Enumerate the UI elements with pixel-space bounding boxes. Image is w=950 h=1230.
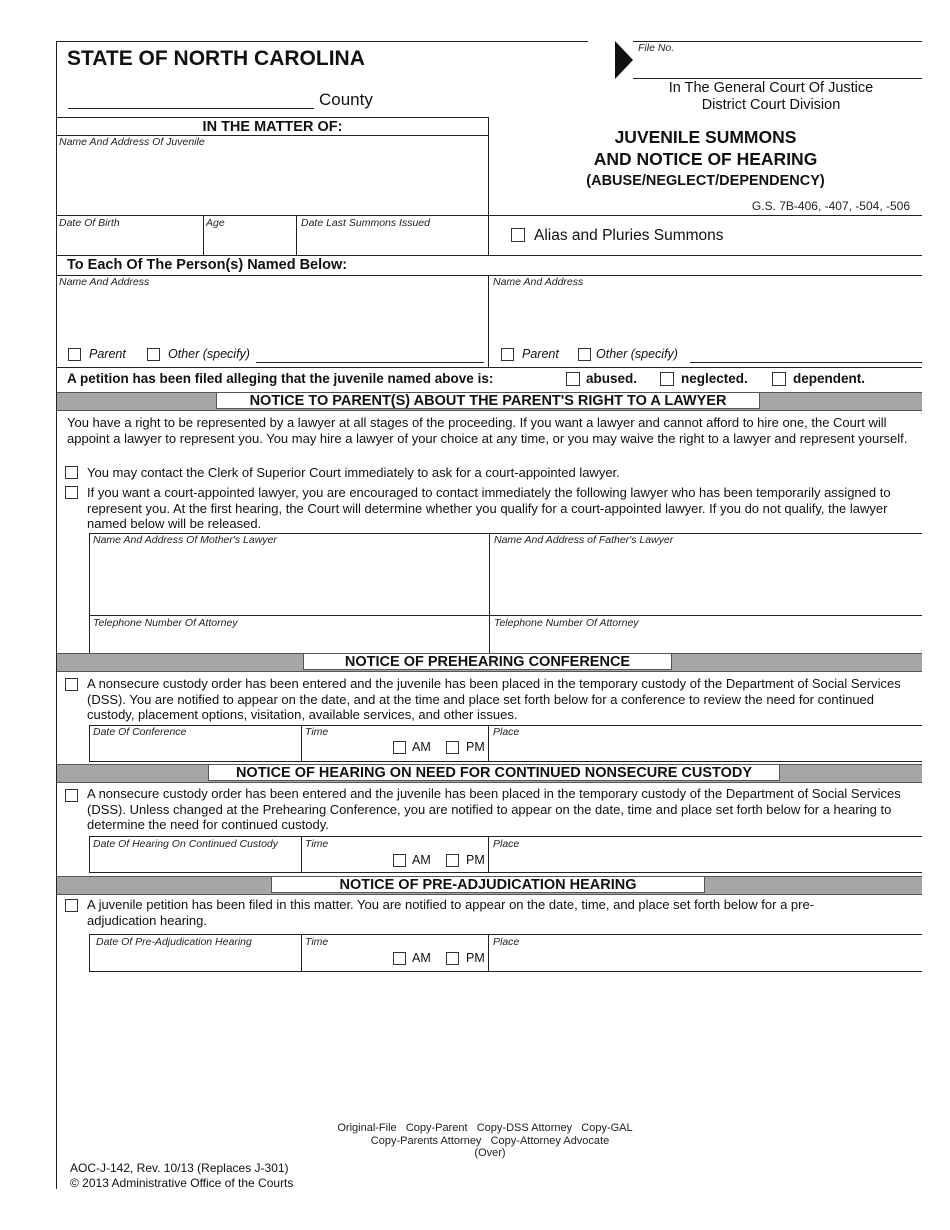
clerk-contact-checkbox[interactable] — [65, 466, 78, 479]
file-no-arrow-icon — [615, 41, 633, 79]
preadj-band — [57, 876, 922, 895]
conference-pm-label: PM — [466, 740, 485, 754]
person1-name-field[interactable] — [57, 290, 487, 340]
copyright: © 2013 Administrative Office of the Courts — [70, 1176, 294, 1190]
conference-am-label: AM — [412, 740, 431, 754]
prehearing-box-div2 — [488, 725, 489, 761]
preadj-title: NOTICE OF PRE-ADJUDICATION HEARING — [271, 876, 705, 893]
form-title-3: (ABUSE/NEGLECT/DEPENDENCY) — [586, 173, 825, 189]
conference-am-checkbox[interactable] — [393, 741, 406, 754]
state-title: STATE OF NORTH CAROLINA — [67, 47, 365, 70]
custody-box-div1 — [301, 836, 302, 872]
custody-place-label: Place — [493, 838, 520, 850]
conference-place-label: Place — [493, 726, 520, 738]
dependent-label: dependent. — [793, 371, 866, 386]
abused-checkbox[interactable] — [566, 372, 580, 386]
father-lawyer-phone-label: Telephone Number Of Attorney — [494, 617, 639, 629]
prehearing-checkbox[interactable] — [65, 678, 78, 691]
preadj-box-top — [89, 934, 922, 935]
county-label: County — [319, 90, 373, 109]
form-title-2: AND NOTICE OF HEARING — [593, 149, 818, 169]
preadj-time-label: Time — [305, 936, 329, 948]
matter-heading: IN THE MATTER OF: — [202, 119, 343, 135]
father-lawyer-field[interactable] — [491, 548, 921, 614]
file-no-rule-top — [633, 41, 922, 42]
custody-pm-label: PM — [466, 853, 485, 867]
juvenile-name-address-label: Name And Address Of Juvenile — [59, 136, 205, 148]
petition-text: A petition has been filed alleging that the juvenile named above is: — [67, 371, 494, 386]
dependent-checkbox[interactable] — [772, 372, 786, 386]
dob-label: Date Of Birth — [59, 217, 120, 229]
age-divider — [296, 215, 297, 255]
distribution-line-1: Original-File Copy-Parent Copy-DSS Attorney Copy-GAL — [337, 1122, 633, 1134]
custody-pm-checkbox[interactable] — [446, 854, 459, 867]
conference-date-label: Date Of Conference — [93, 726, 187, 738]
custody-box-bottom — [89, 872, 922, 873]
abused-label: abused. — [586, 371, 638, 386]
alias-checkbox[interactable] — [511, 228, 525, 242]
county-field[interactable] — [68, 108, 314, 109]
preadj-am-checkbox[interactable] — [393, 952, 406, 965]
custody-text: A nonsecure custody order has been entered and the juvenile has been placed in the temporary custody of the Department of Social Services (DSS). Unless changed at the Prehearing Conference, you are notified to appear on the date, time and place set forth below for a hearing to determine the need for continued custody. — [87, 786, 901, 832]
mother-lawyer-phone-label: Telephone Number Of Attorney — [93, 617, 238, 629]
person2-parent-label: Parent — [522, 347, 559, 361]
person1-parent-checkbox[interactable] — [68, 348, 81, 361]
person1-other-field[interactable] — [256, 362, 484, 363]
lawyer-phone-rule — [89, 615, 922, 616]
preadj-box-bottom — [89, 971, 922, 972]
preadj-box-left — [89, 934, 90, 971]
mother-lawyer-phone-field[interactable] — [90, 631, 488, 651]
prehearing-text: A nonsecure custody order has been entered and the juvenile has been placed in the temporary custody of the Department of Social Services (DSS). You are notified to appear on the date, and at the time and place set forth below for a conference to review the need for continued custody, placement options, visitation, available services, and other issues. — [87, 676, 901, 722]
preadj-text: A juvenile petition has been filed in this matter. You are notified to appear on the date, time, and place set forth below for a pre-adjudication hearing. — [87, 897, 815, 928]
preadj-box-div2 — [488, 934, 489, 971]
conference-time-label: Time — [305, 726, 329, 738]
person1-other-label: Other (specify) — [168, 347, 250, 361]
custody-title: NOTICE OF HEARING ON NEED FOR CONTINUED NONSECURE CUSTODY — [208, 764, 780, 781]
neglected-label: neglected. — [681, 371, 748, 386]
dob-row-rule — [57, 215, 922, 216]
persons-top-rule — [56, 255, 922, 256]
person1-parent-label: Parent — [89, 347, 126, 361]
prehearing-band — [57, 653, 922, 672]
custody-date-label: Date Of Hearing On Continued Custody — [93, 838, 279, 850]
person2-name-label: Name And Address — [493, 276, 584, 288]
alias-label: Alias and Pluries Summons — [534, 227, 724, 244]
prehearing-box-div1 — [301, 725, 302, 761]
neglected-checkbox[interactable] — [660, 372, 674, 386]
custody-checkbox[interactable] — [65, 789, 78, 802]
persons-heading: To Each Of The Person(s) Named Below: — [67, 257, 348, 273]
custody-box-top — [89, 836, 922, 837]
lawyer-box-divider — [489, 533, 490, 653]
statute-reference: G.S. 7B-406, -407, -504, -506 — [751, 199, 910, 213]
form-number: AOC-J-142, Rev. 10/13 (Replaces J-301) — [70, 1161, 289, 1175]
persons-heading-rule — [57, 275, 922, 276]
father-lawyer-label: Name And Address of Father's Lawyer — [494, 534, 674, 546]
age-label: Age — [206, 217, 225, 229]
assigned-lawyer-checkbox[interactable] — [65, 486, 78, 499]
lawyer-notice-paragraph: You have a right to be represented by a lawyer at all stages of the proceeding. If you want a lawyer and cannot afford to hire one, the Court will appoint a lawyer to represent you. You may hire a lawyer of your choice at any time, or you may waive the right to a lawyer and represent yourself. — [67, 415, 908, 446]
person2-other-checkbox[interactable] — [578, 348, 591, 361]
file-no-field[interactable] — [633, 78, 922, 79]
court-line-1: In The General Court Of Justice — [668, 80, 874, 96]
preadj-place-label: Place — [493, 936, 520, 948]
preadj-date-label: Date Of Pre-Adjudication Hearing — [96, 936, 252, 948]
custody-band — [57, 764, 922, 783]
person1-other-checkbox[interactable] — [147, 348, 160, 361]
custody-box-div2 — [488, 836, 489, 872]
person2-name-field[interactable] — [490, 290, 920, 340]
prehearing-box-bottom — [89, 761, 922, 762]
juvenile-name-address-field[interactable] — [57, 150, 487, 214]
matter-top-rule — [56, 117, 488, 118]
custody-box-left — [89, 836, 90, 872]
conference-pm-checkbox[interactable] — [446, 741, 459, 754]
custody-time-label: Time — [305, 838, 329, 850]
form-title-1: JUVENILE SUMMONS — [614, 127, 797, 147]
lawyer-notice-title: NOTICE TO PARENT(S) ABOUT THE PARENT'S RIGHT TO A LAWYER — [216, 392, 760, 409]
father-lawyer-phone-field[interactable] — [491, 631, 921, 651]
assigned-lawyer-text: If you want a court-appointed lawyer, you are encouraged to contact immediately the following lawyer who has been temporarily assigned to represent you. At the first hearing, the Court will determine whether you qualify for a court-appointed lawyer. If you do not qualify, the lawyer named below will be released. — [87, 485, 891, 531]
mother-lawyer-field[interactable] — [90, 548, 488, 614]
custody-am-label: AM — [412, 853, 431, 867]
clerk-contact-text: You may contact the Clerk of Superior Court immediately to ask for a court-appointed lawyer. — [87, 465, 620, 480]
file-no-label: File No. — [638, 42, 675, 54]
over-note: (Over) — [474, 1147, 506, 1159]
last-summons-label: Date Last Summons Issued — [301, 217, 430, 229]
court-line-2: District Court Division — [701, 97, 841, 113]
person2-parent-checkbox[interactable] — [501, 348, 514, 361]
preadj-am-label: AM — [412, 951, 431, 965]
custody-am-checkbox[interactable] — [393, 854, 406, 867]
preadj-checkbox[interactable] — [65, 899, 78, 912]
preadj-box-div1 — [301, 934, 302, 971]
persons-divider — [488, 275, 489, 367]
prehearing-box-left — [89, 725, 90, 761]
person1-name-label: Name And Address — [59, 276, 150, 288]
mother-lawyer-label: Name And Address Of Mother's Lawyer — [93, 534, 277, 546]
lawyer-notice-band — [57, 392, 922, 411]
preadj-pm-checkbox[interactable] — [446, 952, 459, 965]
distribution-line-2: Copy-Parents Attorney Copy-Attorney Advocate — [370, 1135, 610, 1147]
person2-other-label: Other (specify) — [596, 347, 678, 361]
person2-other-field[interactable] — [690, 362, 922, 363]
preadj-pm-label: PM — [466, 951, 485, 965]
header-top-rule — [56, 41, 588, 42]
dob-divider — [203, 215, 204, 255]
persons-bottom-rule — [57, 367, 922, 368]
prehearing-title: NOTICE OF PREHEARING CONFERENCE — [303, 653, 672, 670]
